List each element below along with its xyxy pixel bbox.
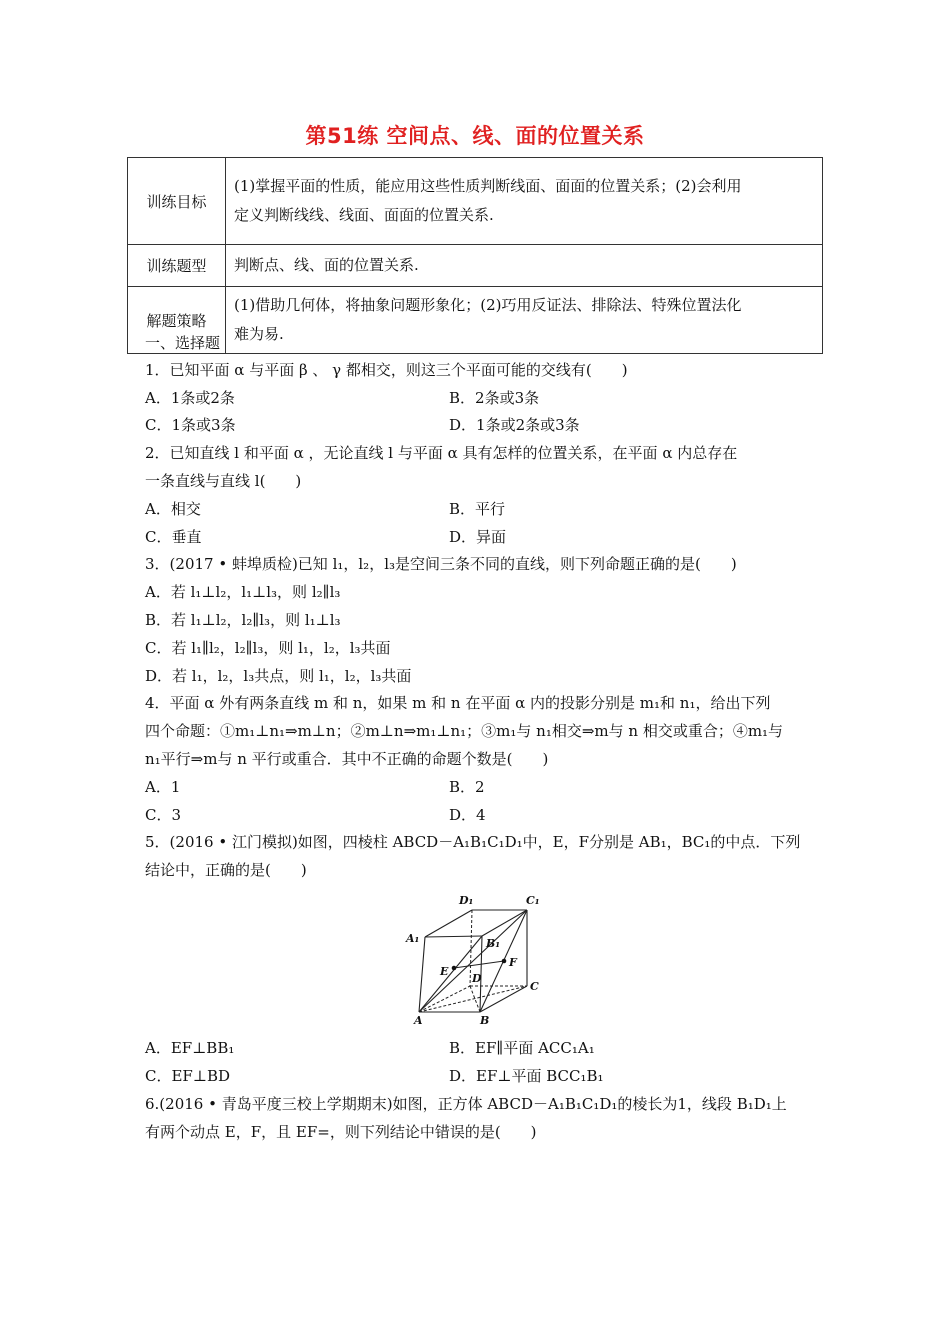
q5-option-a: A．EF⊥BB₁ <box>145 1039 235 1057</box>
label-b: B <box>480 1014 490 1027</box>
question-5-stem: 5．(2016 • 江门模拟)如图，四棱柱 ABCD－A₁B₁C₁D₁中，E，F分别是 AB₁，BC₁的中点．下列 <box>145 833 801 851</box>
table-value <box>226 158 823 245</box>
q3-option-c: C．若 l₁∥l₂，l₂∥l₃，则 l₁，l₂，l₃共面 <box>145 639 391 657</box>
question-4-stem-3: n₁平行⇒m与 n 平行或重合．其中不正确的命题个数是( ) <box>145 750 549 768</box>
table-value <box>226 245 823 287</box>
segment-EF <box>454 961 504 968</box>
label-e: E <box>440 965 449 978</box>
edge <box>425 936 482 937</box>
section-heading: 一、选择题 <box>145 334 221 352</box>
page-title: 第51练 空间点、线、面的位置关系 <box>305 124 645 148</box>
edge <box>482 910 527 936</box>
table-value-line: 定义判断线线、线面、面面的位置关系. <box>234 206 494 224</box>
label-b1: B₁ <box>486 937 501 950</box>
question-3-stem: 3．(2017 • 蚌埠质检)已知 l₁，l₂，l₃是空间三条不同的直线，则下列命题正确的是( ) <box>145 555 737 573</box>
question-2-stem: 2．已知直线 l 和平面 α ，无论直线 l 与平面 α 具有怎样的位置关系，在平面 α 内总存在 <box>145 444 738 462</box>
question-4-stem: 4．平面 α 外有两条直线 m 和 n，如果 m 和 n 在平面 α 内的投影分别是 m₁和 n₁，给出下列 <box>145 694 771 712</box>
question-2-stem-2: 一条直线与直线 l( ) <box>145 472 302 490</box>
q4-option-c: C．3 <box>145 806 182 824</box>
q4-option-b: B．2 <box>449 778 485 796</box>
label-a: A <box>414 1014 423 1027</box>
q1-option-a: A．1条或2条 <box>145 389 235 407</box>
q1-option-b: B．2条或3条 <box>449 389 540 407</box>
q5-option-c: C．EF⊥BD <box>145 1067 230 1085</box>
prism-figure <box>400 890 560 1030</box>
question-1-stem: 1．已知平面 α 与平面 β 、 γ 都相交，则这三个平面可能的交线有( ) <box>145 361 628 379</box>
label-c1: C₁ <box>526 894 540 907</box>
q3-option-d: D．若 l₁，l₂，l₃共点，则 l₁，l₂，l₃共面 <box>145 667 412 685</box>
question-6-stem: 6.(2016 • 青岛平度三校上学期期末)如图，正方体 ABCD－A₁B₁C₁D₁的棱长为1，线段 B₁D₁上 <box>145 1095 787 1113</box>
point-e <box>452 966 457 971</box>
label-f: F <box>509 956 517 969</box>
table-key: 训练题型 <box>128 245 226 287</box>
table-value-line: (1)借助几何体，将抽象问题形象化；(2)巧用反证法、排除法、特殊位置法化 <box>234 296 742 314</box>
table-value-line: 难为易. <box>234 325 284 343</box>
q4-option-a: A．1 <box>145 778 181 796</box>
table-key: 训练目标 <box>128 158 226 245</box>
q5-option-d: D．EF⊥平面 BCC₁B₁ <box>449 1067 604 1085</box>
q1-option-c: C．1条或3条 <box>145 416 236 434</box>
hidden-edge <box>419 986 470 1012</box>
hidden-diagonal <box>419 986 527 1012</box>
q3-option-b: B．若 l₁⊥l₂，l₂∥l₃，则 l₁⊥l₃ <box>145 611 341 629</box>
q2-option-a: A．相交 <box>145 500 201 518</box>
question-4-stem-2: 四个命题：①m₁⊥n₁⇒m⊥n；②m⊥n⇒m₁⊥n₁；③m₁与 n₁相交⇒m与 n 相交或重合；④m₁与 <box>145 722 784 740</box>
label-a1: A₁ <box>406 932 420 945</box>
label-d: D <box>472 972 482 985</box>
edge <box>425 910 472 937</box>
q4-option-d: D．4 <box>449 806 486 824</box>
edge <box>480 986 527 1012</box>
table-value-line: 判断点、线、面的位置关系. <box>234 256 419 274</box>
q5-option-b: B．EF∥平面 ACC₁A₁ <box>449 1039 595 1057</box>
q2-option-c: C．垂直 <box>145 528 202 546</box>
q2-option-b: B．平行 <box>449 500 506 518</box>
training-goals-table <box>127 157 823 354</box>
q1-option-d: D．1条或2条或3条 <box>449 416 580 434</box>
table-value <box>226 287 823 354</box>
question-6-stem-2: 有两个动点 E，F，且 EF=，则下列结论中错误的是( ) <box>145 1123 537 1141</box>
point-f <box>502 959 507 964</box>
question-5-stem-2: 结论中，正确的是( ) <box>145 861 307 879</box>
q2-option-d: D．异面 <box>449 528 507 546</box>
label-c: C <box>530 980 539 993</box>
table-value-line: (1)掌握平面的性质，能应用这些性质判断线面、面面的位置关系；(2)会利用 <box>234 177 742 195</box>
q3-option-a: A．若 l₁⊥l₂，l₁⊥l₃，则 l₂∥l₃ <box>145 583 341 601</box>
table-key: 解题策略 <box>128 287 226 354</box>
edge <box>419 937 425 1012</box>
label-d1: D₁ <box>459 894 474 907</box>
